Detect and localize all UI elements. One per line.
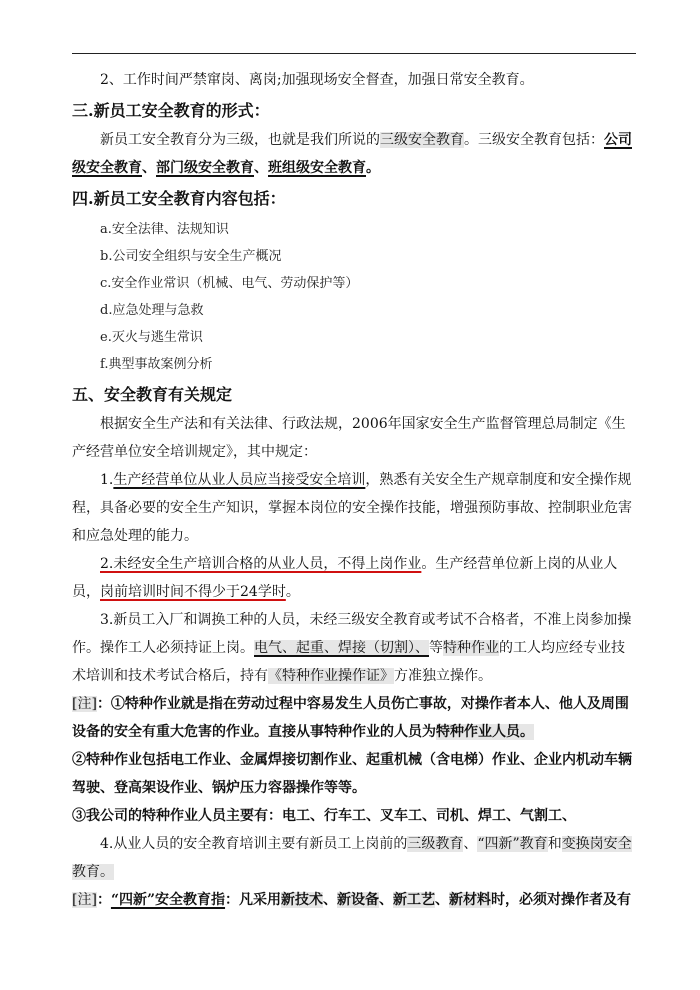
section-3-paragraph: 新员工安全教育分为三级，也就是我们所说的三级安全教育。三级安全教育包括：公司级安全教育、部门级安全教育、班组级安全教育。 — [72, 132, 632, 176]
note-tag: [注] — [72, 696, 97, 712]
company-level-education: 公司级安全教育 — [72, 132, 632, 176]
note-2: ②特种作业包括电工作业、金属焊接切割作业、起重机械（含电梯）作业、企业内机动车辆驾驶、登高架设作业、锅炉压力容器操作等等。 — [72, 752, 632, 796]
list-item: d.应急处理与急救 — [100, 303, 204, 318]
four-new-highlight: “四新”教育 — [477, 836, 548, 852]
list-item: f.典型事故案例分析 — [100, 357, 213, 372]
section-5-intro: 根据安全生产法和有关法律、行政法规，2006年国家安全生产监督管理总局制定《生产经营单位安全培训规定》，其中规定： — [72, 416, 626, 460]
intro-line: 2、工作时间严禁窜岗、离岗;加强现场安全督查，加强日常安全教育。 — [100, 72, 534, 88]
special-work-certificate: 《特种作业操作证》 — [268, 668, 394, 684]
rule-4-paragraph: 4.从业人员的安全教育培训主要有新员工上岗前的三级教育、“四新”教育和变换岗安全教育。 — [72, 836, 632, 880]
note-1: [注]：①特种作业就是指在劳动过程中容易发生人员伤亡事故，对操作者本人、他人及周围设备的安全有重大危害的作业。直接从事特种作业的人员为特种作业人员。 — [72, 696, 629, 740]
special-personnel-highlight: 特种作业人员。 — [436, 724, 534, 740]
highlight-three-level-education: 三级安全教育 — [380, 132, 464, 148]
note-tag: [注] — [72, 892, 97, 908]
rule-1-underlined: 生产经营单位从业人员应当接受安全培训 — [113, 472, 366, 488]
content-list — [72, 216, 636, 378]
special-trades-list: 电气、起重、焊接（切割）、 — [254, 640, 429, 656]
rule-2-paragraph: 2.未经安全生产培训合格的从业人员，不得上岗作业。生产经营单位新上岗的从业人员，岗前培训时间不得少于24学时。 — [72, 556, 618, 600]
job-change-highlight: 变换岗安全教育。 — [72, 836, 632, 880]
new-material: 新材料 — [449, 892, 492, 908]
note-3: ③我公司的特种作业人员主要有：电工、行车工、叉车工、司机、焊工、气割工、 — [72, 808, 576, 824]
new-equipment: 新设备 — [337, 892, 380, 908]
section-3-heading: 三.新员工安全教育的形式： — [72, 101, 270, 120]
special-work-highlight: 特种作业 — [443, 640, 499, 656]
new-process: 新工艺 — [393, 892, 436, 908]
rule-3-paragraph: 3.新员工入厂和调换工种的人员，未经三级安全教育或考试不合格者，不准上岗参加操作。操作工人必须持证上岗。电气、起重、焊接（切割）、等特种作业的工人均应经专业技术培训和技术考试合格后，持有《特种作业操作证》方准独立操作。 — [72, 612, 632, 684]
rule-1-paragraph: 1.生产经营单位从业人员应当接受安全培训，熟悉有关安全生产规章制度和安全操作规程，具备必要的安全生产知识，掌握本岗位的安全操作技能，增强预防事故、控制职业危害和应急处理的能力。 — [72, 472, 632, 544]
list-item: a.安全法律、法规知识 — [100, 222, 229, 237]
note-4: [注]：“四新”安全教育指：凡采用新技术、新设备、新工艺、新材料时，必须对操作者及有 — [72, 892, 632, 908]
list-item: e.灭火与逃生常识 — [100, 330, 203, 345]
header-rule — [72, 53, 636, 54]
list-item: b.公司安全组织与安全生产概况 — [100, 249, 282, 264]
section-4-heading: 四.新员工安全教育内容包括： — [72, 189, 286, 208]
document-body — [72, 66, 636, 914]
four-new-definition: “四新”安全教育指 — [110, 892, 226, 908]
rule-2-training-hours: 岗前培训时间不得少于24学时 — [100, 584, 286, 600]
new-technology: 新技术 — [281, 892, 324, 908]
department-level-education: 部门级安全教育 — [156, 160, 254, 176]
three-level-highlight: 三级教育 — [407, 836, 464, 852]
team-level-education: 班组级安全教育 — [268, 160, 366, 176]
rule-2-underlined: 2.未经安全生产培训合格的从业人员，不得上岗作业 — [100, 556, 422, 572]
list-item: c.安全作业常识（机械、电气、劳动保护等） — [100, 276, 359, 291]
section-5-heading: 五、安全教育有关规定 — [72, 385, 233, 404]
